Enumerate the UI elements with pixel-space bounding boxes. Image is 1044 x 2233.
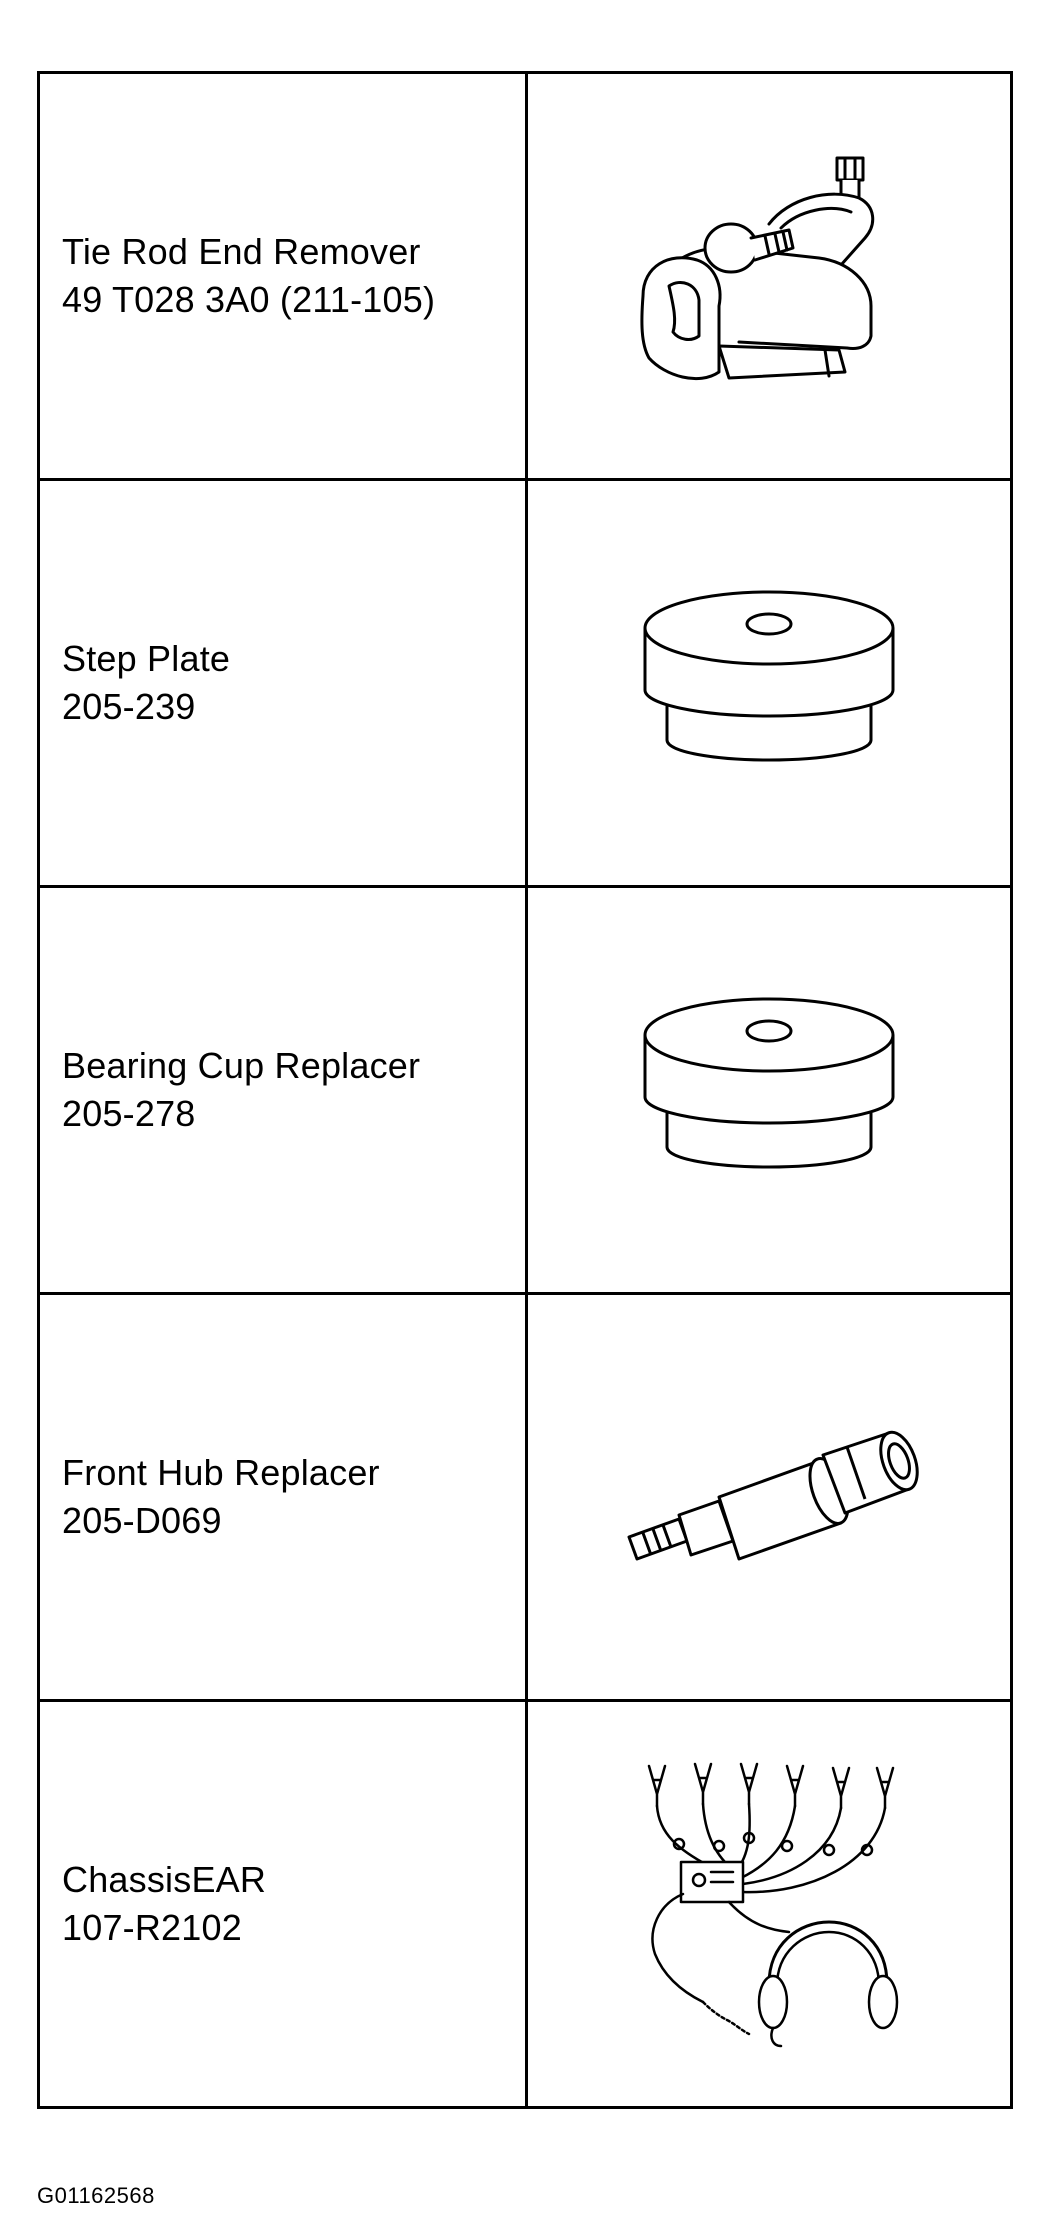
tool-label-cell — [39, 73, 527, 480]
tool-number: 49 T028 3A0 (211-105) — [62, 279, 436, 320]
table-row — [39, 480, 1012, 887]
tool-number: 205-278 — [62, 1093, 196, 1134]
figure-id: G01162568 — [37, 2183, 155, 2208]
tool-image-cell — [527, 887, 1012, 1294]
chassisear-illustration — [619, 1754, 919, 2054]
front-hub-replacer-illustration — [609, 1397, 929, 1597]
special-tools-table — [37, 71, 1013, 2109]
tool-image-cell — [527, 1294, 1012, 1701]
tool-image-cell — [527, 1701, 1012, 2108]
table-row — [39, 73, 1012, 480]
tool-number: 205-D069 — [62, 1500, 222, 1541]
table-row — [39, 1701, 1012, 2108]
tool-label-cell — [39, 480, 527, 887]
tool-label-cell — [39, 1701, 527, 2108]
tool-number: 107-R2102 — [62, 1907, 242, 1948]
tool-image-cell — [527, 480, 1012, 887]
tool-name: Step Plate — [62, 638, 231, 679]
tie-rod-end-remover-illustration — [619, 136, 919, 416]
clamp-icons — [649, 1764, 893, 1808]
table-row — [39, 887, 1012, 1294]
tool-name: Bearing Cup Replacer — [62, 1045, 421, 1086]
tool-name: ChassisEAR — [62, 1859, 267, 1900]
tool-number: 205-239 — [62, 686, 196, 727]
tool-label-cell — [39, 887, 527, 1294]
step-plate-illustration — [619, 578, 919, 788]
tool-label-cell — [39, 1294, 527, 1701]
bearing-cup-replacer-illustration — [619, 985, 919, 1195]
tool-image-cell — [527, 73, 1012, 480]
tool-name: Tie Rod End Remover — [62, 231, 421, 272]
table-row — [39, 1294, 1012, 1701]
tool-name: Front Hub Replacer — [62, 1452, 380, 1493]
